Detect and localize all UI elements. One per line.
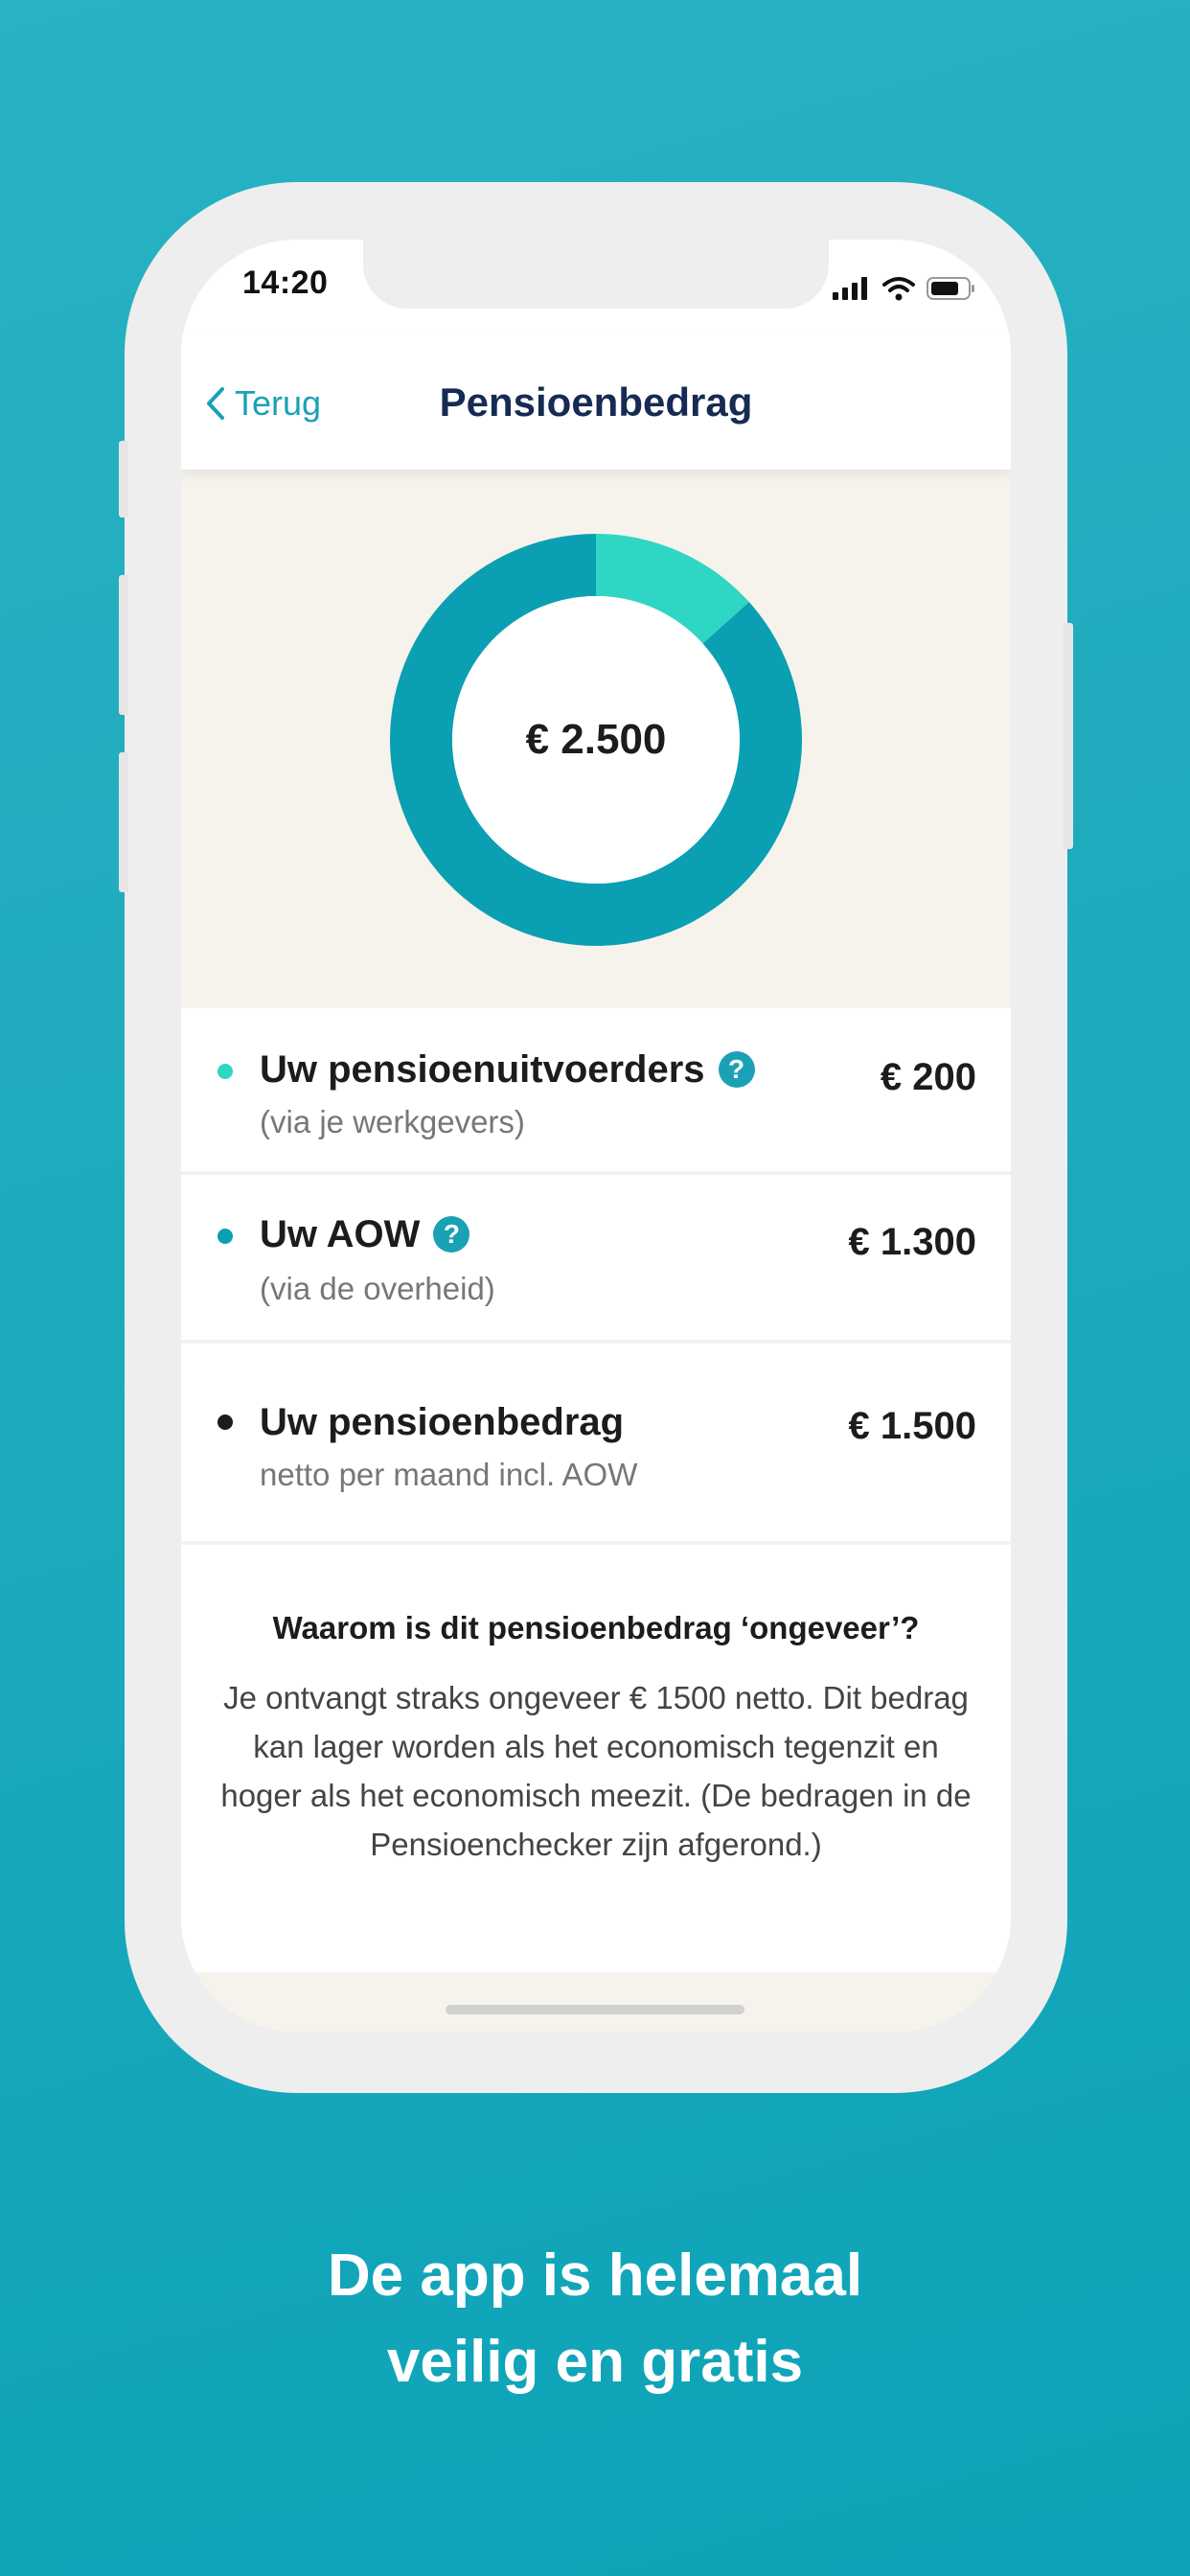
status-time: 14:20	[242, 264, 329, 301]
row-label: Uw pensioenbedrag	[260, 1401, 625, 1443]
row-label: Uw pensioenuitvoerders	[260, 1048, 705, 1091]
legend-dot	[217, 1064, 233, 1079]
legend-dot	[217, 1414, 233, 1430]
row-sub: (via de overheid)	[260, 1271, 495, 1306]
row-sub: netto per maand incl. AOW	[260, 1457, 638, 1492]
volume-down-button	[119, 752, 128, 892]
home-indicator[interactable]	[446, 2005, 744, 2014]
row-label: Uw AOW	[260, 1213, 421, 1255]
status-icons	[833, 276, 976, 301]
signal-icon	[833, 277, 871, 300]
row-label-wrap	[260, 1048, 755, 1092]
row-amount: € 1.300	[848, 1221, 976, 1263]
tagline-line-1: De app is helemaal	[327, 2242, 863, 2309]
app-screen	[181, 240, 1011, 2032]
row-amount: € 200	[880, 1056, 976, 1098]
chart-section	[181, 470, 1011, 1008]
navigation-bar	[181, 335, 1011, 470]
info-title: Waarom is dit pensioenbedrag ‘ongeveer’?	[272, 1610, 920, 1645]
help-icon[interactable]: ?	[433, 1216, 469, 1253]
bottom-strip	[181, 1972, 1011, 2032]
wifi-icon	[882, 276, 915, 301]
notch	[363, 240, 829, 309]
back-label: Terug	[235, 383, 322, 423]
battery-icon	[927, 276, 976, 301]
volume-up-button	[119, 575, 128, 715]
page-title: Pensioenbedrag	[439, 380, 753, 425]
help-icon[interactable]: ?	[719, 1051, 755, 1088]
row-sub: (via je werkgevers)	[260, 1104, 525, 1139]
amount-list	[181, 1008, 1011, 1545]
row-amount: € 1.500	[848, 1405, 976, 1447]
info-body: Je ontvangt straks ongeveer € 1500 netto. Dit bedrag kan lager worden als het economisch tegenzit en hoger als het economisch meezit. (De bedragen in de Pensioenchecker zijn afgerond.)	[220, 1680, 972, 1862]
pension-donut-chart	[181, 470, 1011, 1008]
mute-switch	[119, 441, 128, 518]
row-pensioenuitvoerders[interactable]	[181, 1008, 1011, 1175]
legend-dot	[217, 1229, 233, 1244]
donut-center-label: € 2.500	[525, 716, 667, 763]
tagline-line-2: veilig en gratis	[386, 2329, 804, 2395]
power-button	[1064, 623, 1073, 849]
row-label-wrap	[260, 1213, 469, 1256]
phone-frame	[125, 182, 1067, 2093]
promo-tagline	[0, 2233, 1190, 2405]
row-aow[interactable]	[181, 1175, 1011, 1344]
row-pensioenbedrag	[181, 1344, 1011, 1545]
info-section	[181, 1551, 1011, 1972]
